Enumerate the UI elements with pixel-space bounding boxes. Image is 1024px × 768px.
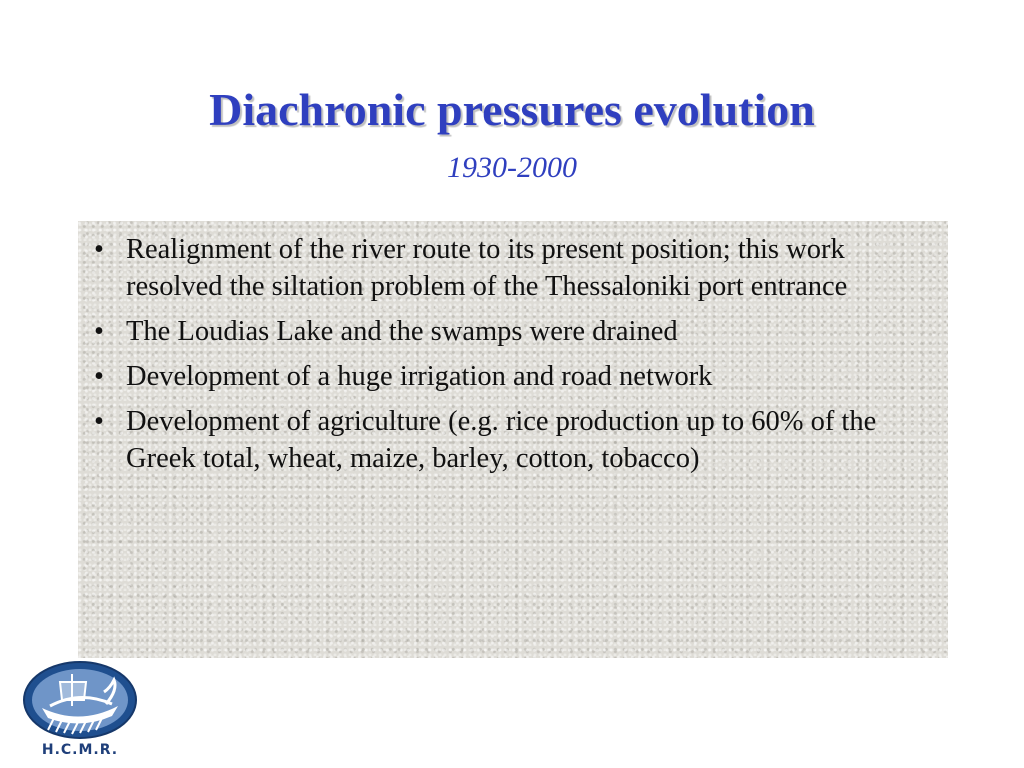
ancient-ship-icon [20,660,140,742]
slide-title: Diachronic pressures evolution [209,84,815,135]
logo-caption: H.C.M.R. [41,742,119,758]
bullet-text: The Loudias Lake and the swamps were drained [126,316,678,347]
bullet-icon: • [94,406,104,437]
hcmr-logo [20,660,140,764]
bullet-icon: • [94,316,104,347]
bullet-item [92,313,934,350]
slide-subtitle: 1930-2000 [447,151,577,184]
bullet-icon: • [94,234,104,265]
bullet-item [92,403,934,477]
bullet-list [78,221,948,477]
bullet-text: Realignment of the river route to its present position; this work resolved the siltation problem of the Thessaloniki port entrance [126,234,848,302]
bullet-icon: • [94,361,104,392]
bullet-item [92,358,934,395]
bullet-text: Development of a huge irrigation and road network [126,361,713,392]
bullet-text: Development of agriculture (e.g. rice production up to 60% of the Greek total, wheat, maize, barley, cotton, tobacco) [126,406,877,474]
bullet-item [92,231,934,305]
content-box [78,221,948,658]
